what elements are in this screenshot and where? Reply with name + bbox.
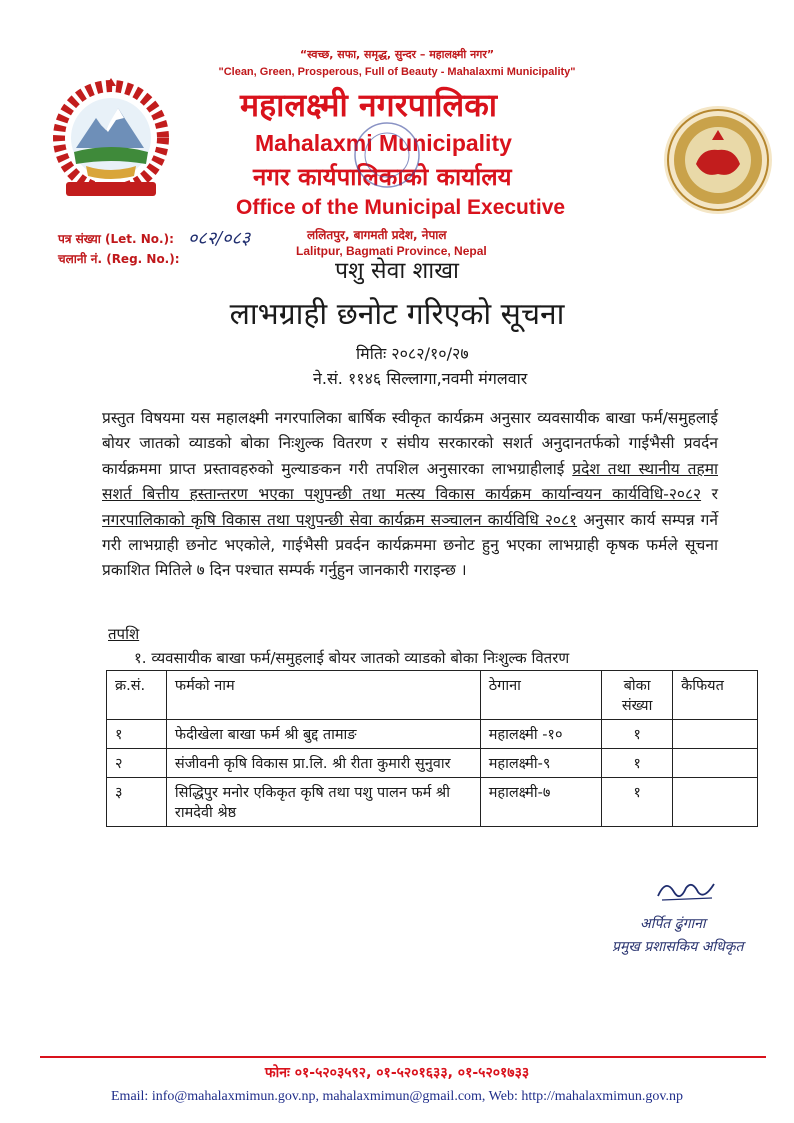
count-cell: १ (602, 749, 673, 778)
slogan-english: "Clean, Green, Prosperous, Full of Beauty - Mahalaxmi Municipality" (218, 66, 576, 78)
remarks-cell (673, 749, 758, 778)
slogan-nepali: “स्वच्छ, सफा, समृद्ध, सुन्दर – महालक्ष्मी नगर” (299, 48, 495, 61)
remarks-cell (673, 720, 758, 749)
annex-label: तपशि (108, 625, 140, 643)
header-cell: क्र.सं. (107, 671, 167, 720)
office-title-english: Office of the Municipal Executive (236, 196, 566, 219)
header-cell: कैफियत (673, 671, 758, 720)
body-text-part: र (701, 485, 718, 504)
letter-number-label: पत्र संख्या (Let. No.): (58, 232, 174, 246)
office-stamp-icon (352, 120, 422, 190)
beneficiary-table (106, 670, 758, 827)
body-procedure-reference: नगरपालिकाको कृषि विकास तथा पशुपन्छी सेवा कार्यक्रम सञ्चालन कार्यविधि २०८१ (102, 510, 578, 529)
notice-date: मितिः २०८२/१०/२७ (356, 344, 469, 363)
footer-divider (40, 1056, 766, 1058)
farm-name-cell: संजीवनी कृषि विकास प्रा.लि. श्री रीता कुमारी सुनुवार (166, 749, 480, 778)
address-english: Lalitpur, Bagmati Province, Nepal (296, 244, 487, 258)
nepal-sambat-date: ने.सं. ११४६ सिल्लागा,नवमी मंगलवार (313, 369, 528, 388)
office-title-nepali: नगर कार्यपालिकाको कार्यालय (253, 163, 512, 191)
farm-name-cell: सिद्धिपुर मनोर एकिकृत कृषि तथा पशु पालन फर्म श्री रामदेवी श्रेष्ठ (166, 778, 480, 827)
address-nepali: ललितपुर, बागमती प्रदेश, नेपाल (307, 228, 447, 242)
address-cell: महालक्ष्मी-७ (480, 778, 601, 827)
footer-phone: फोनः ०१-५२०३५९२, ०१-५२०१६३३, ०१-५२०१७३३ (264, 1065, 530, 1081)
body-text-part: प्रस्तुत विषयमा यस महालक्ष्मी नगरपालिका बार्षिक स्वीकृत कार्यक्रम अनुसार व्यवसायीक बाखा फर्म/समुहलाई बोयर जातको व्याडको बोका निःशुल्क वितरण र संघीय सरकारको सशर्त अनुदानतर्फको गाईभैसी प्रवर्दन कार्यक्रममा प्राप्त प्रस्तावहरुको मुल्याङकन गरी तपशिल अनुसारका लाभग्राहीलाई (102, 409, 718, 478)
body-text-part: अनुसार कार्य सम्पन्न गर्ने गरी लाभग्राही छनोट भएकोले, गाईभैसी प्रवर्दन कार्यक्रममा छनोट हुनु भएका लाभग्राही कृषक फर्मले सूचना प्रकाशित मितिले ७ दिन पश्चात सम्पर्क गर्नुहुन जानकारी गराइन्छ । (102, 510, 718, 580)
signature-icon (652, 874, 722, 908)
letter-number-value: ०८२/०८३ (188, 228, 251, 249)
table-row (107, 778, 758, 827)
serial-cell: १ (107, 720, 167, 749)
address-cell: महालक्ष्मी -१० (480, 720, 601, 749)
remarks-cell (673, 778, 758, 827)
signatory-title: प्रमुख प्रशासकिय अधिकृत (612, 939, 744, 955)
table-subheading: १. व्यवसायीक बाखा फर्म/समुहलाई बोयर जातको व्याडको बोका निःशुल्क वितरण (134, 649, 570, 667)
header-cell: ठेगाना (480, 671, 601, 720)
table-row (107, 749, 758, 778)
notice-heading: लाभग्राही छनोट गरिएको सूचना (229, 297, 565, 332)
municipality-logo-icon (662, 104, 774, 216)
header-cell: बोका संख्या (602, 671, 673, 720)
footer-contact: Email: info@mahalaxmimun.gov.np, mahalaxmimun@gmail.com, Web: http://mahalaxmimun.gov.np (111, 1089, 683, 1104)
table-header-row (107, 671, 758, 720)
farm-name-cell: फेदीखेला बाखा फर्म श्री बुद्द तामाङ (166, 720, 480, 749)
nepal-emblem-icon (46, 78, 176, 203)
section-name: पशु सेवा शाखा (335, 258, 459, 284)
serial-cell: ३ (107, 778, 167, 827)
registration-number-label: चलानी नं. (Reg. No.): (58, 252, 180, 266)
municipality-title-english: Mahalaxmi Municipality (255, 130, 512, 156)
signatory-name: अर्पित ढुंगाना (640, 916, 706, 932)
address-cell: महालक्ष्मी-९ (480, 749, 601, 778)
body-procedure-reference: प्रदेश तथा स्थानीय तहमा सशर्त बित्तीय हस्तान्तरण भएका पशुपन्छी तथा मत्स्य विकास कार्यक्रम कार्यान्वयन कार्यविधि-२०८२ (102, 459, 718, 504)
count-cell: १ (602, 720, 673, 749)
serial-cell: २ (107, 749, 167, 778)
notice-body (102, 406, 718, 584)
header-cell: फर्मको नाम (166, 671, 480, 720)
municipality-title-nepali: महालक्ष्मी नगरपालिका (240, 86, 498, 124)
count-cell: १ (602, 778, 673, 827)
table-row (107, 720, 758, 749)
